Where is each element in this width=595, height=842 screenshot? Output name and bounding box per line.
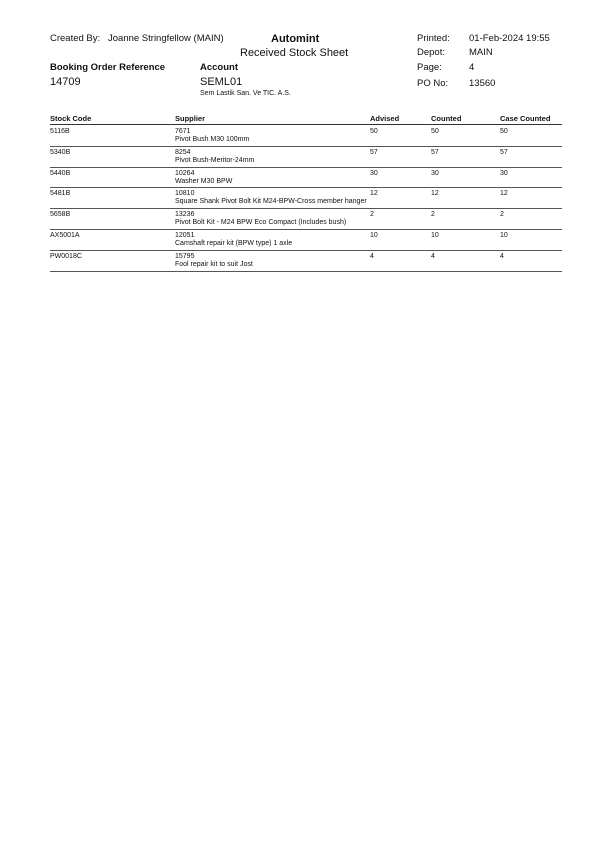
- po-value: 13560: [469, 78, 496, 89]
- supplier-cell: 10264: [175, 169, 195, 177]
- counted-cell: 12: [431, 190, 439, 198]
- table-row: [50, 251, 562, 272]
- stock-code-cell: AX5001A: [50, 231, 80, 239]
- case-counted-cell: 50: [500, 128, 508, 135]
- po-label: PO No:: [417, 78, 449, 89]
- counted-cell: 57: [431, 148, 439, 156]
- col-header-stock-code: Stock Code: [50, 114, 92, 123]
- counted-cell: 50: [431, 128, 439, 135]
- stock-code-cell: PW0018C: [50, 252, 82, 260]
- counted-cell: 10: [431, 231, 439, 239]
- depot-label: Depot:: [417, 47, 445, 58]
- printed-label: Printed:: [417, 33, 450, 44]
- stock-code-cell: 5116B: [50, 128, 70, 135]
- description-cell: Pivot Bolt Kit - M24 BPW Eco Compact (Includes bush): [175, 219, 347, 227]
- counted-cell: 4: [431, 252, 435, 260]
- col-header-case-counted: Case Counted: [500, 114, 551, 123]
- advised-cell: 2: [370, 211, 374, 219]
- table-row: [50, 230, 562, 251]
- advised-cell: 12: [370, 190, 378, 198]
- company-name: Automint: [271, 33, 320, 45]
- advised-cell: 10: [370, 231, 378, 239]
- page-value: 4: [469, 62, 475, 73]
- supplier-cell: 15795: [175, 252, 195, 260]
- advised-cell: 50: [370, 128, 378, 135]
- case-counted-cell: 4: [500, 252, 504, 260]
- description-cell: Pivot Bush M30 100mm: [175, 136, 250, 143]
- description-cell: Pivot Bush-Meritor-24mm: [175, 156, 255, 164]
- case-counted-cell: 2: [500, 211, 504, 219]
- stock-code-cell: 5481B: [50, 190, 71, 198]
- supplier-cell: 12051: [175, 231, 195, 239]
- account-name: Sem Lastik San. Ve TIC. A.S.: [200, 90, 291, 97]
- advised-cell: 30: [370, 169, 378, 177]
- col-header-advised: Advised: [370, 114, 400, 123]
- printed-value: 01-Feb-2024 19:55: [469, 33, 550, 44]
- table-row: [50, 168, 562, 189]
- counted-cell: 2: [431, 211, 435, 219]
- table-row: [50, 209, 562, 230]
- description-cell: Washer M30 BPW: [175, 177, 233, 185]
- depot-value: MAIN: [469, 47, 493, 58]
- description-cell: Fool repair kit to suit Jost: [175, 260, 253, 268]
- account-code: SEML01: [200, 76, 243, 88]
- stock-code-cell: 5658B: [50, 211, 71, 219]
- stock-table: [50, 126, 562, 272]
- table-row: [50, 188, 562, 209]
- sheet-title: Received Stock Sheet: [240, 47, 349, 59]
- case-counted-cell: 57: [500, 148, 508, 156]
- advised-cell: 4: [370, 252, 374, 260]
- supplier-cell: 7671: [175, 128, 191, 135]
- description-cell: Square Shank Pivot Bolt Kit M24-BPW-Cross member hanger: [175, 198, 367, 206]
- page-label: Page:: [417, 62, 442, 73]
- counted-cell: 30: [431, 169, 439, 177]
- col-header-supplier: Supplier: [175, 114, 206, 123]
- supplier-cell: 10810: [175, 190, 195, 198]
- table-row: [50, 147, 562, 168]
- created-by-label: Created By:: [50, 33, 101, 44]
- case-counted-cell: 12: [500, 190, 508, 198]
- stock-code-cell: 5340B: [50, 148, 71, 156]
- table-row: [50, 126, 562, 147]
- stock-code-cell: 5440B: [50, 169, 71, 177]
- col-header-counted: Counted: [431, 114, 462, 123]
- created-by-value: Joanne Stringfellow (MAIN): [108, 33, 224, 44]
- account-label: Account: [200, 62, 238, 73]
- header-divider: [50, 124, 562, 125]
- advised-cell: 57: [370, 148, 378, 156]
- booking-ref-value: 14709: [50, 76, 81, 88]
- description-cell: Camshaft repair kit (BPW type) 1 axle: [175, 239, 293, 247]
- case-counted-cell: 10: [500, 231, 508, 239]
- supplier-cell: 13236: [175, 211, 195, 219]
- booking-ref-label: Booking Order Reference: [50, 62, 166, 73]
- case-counted-cell: 30: [500, 169, 508, 177]
- supplier-cell: 8254: [175, 148, 191, 156]
